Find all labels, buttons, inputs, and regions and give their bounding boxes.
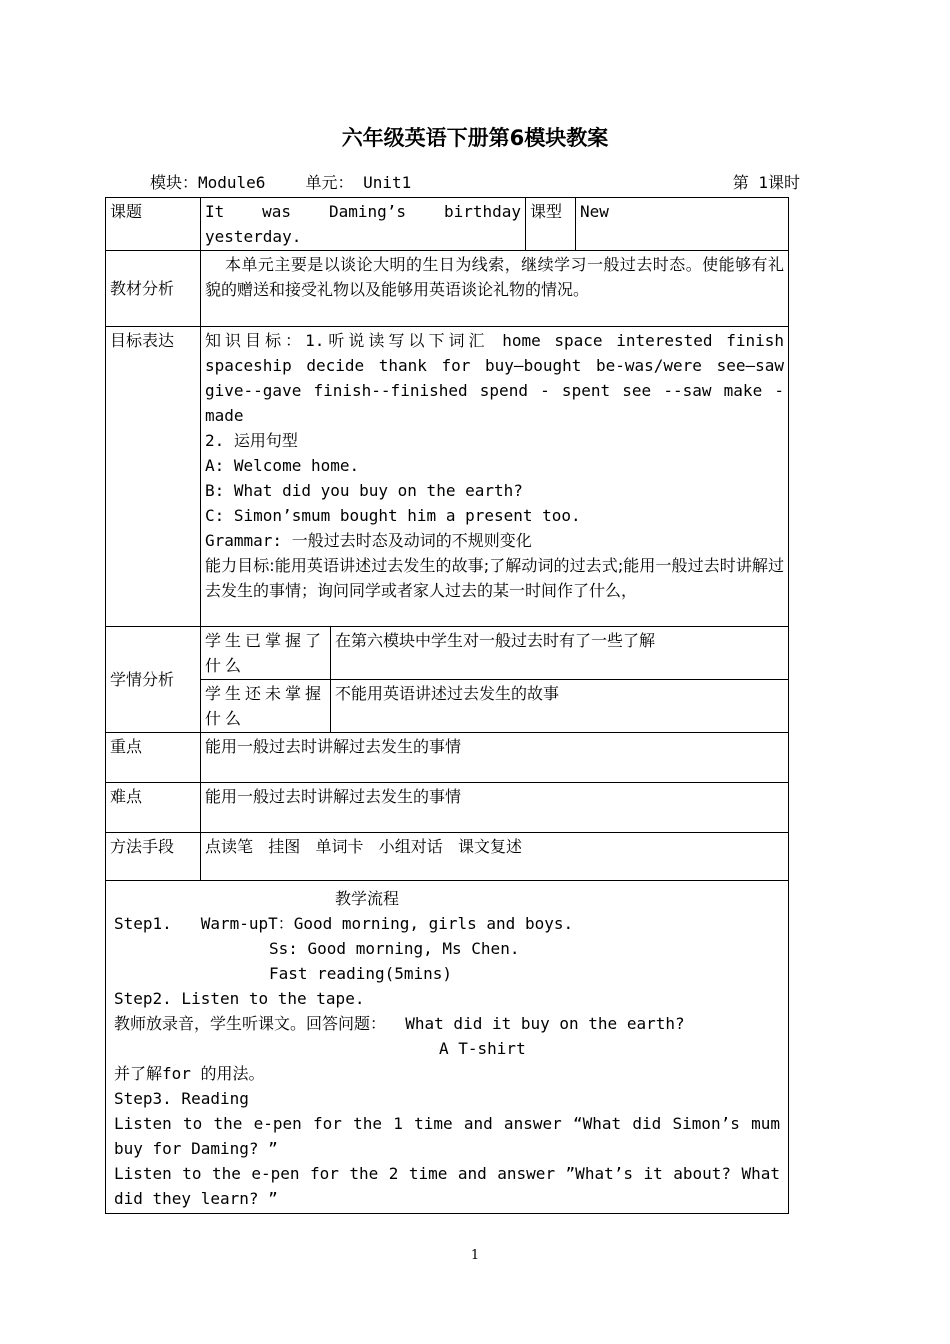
step1-ss-line: Ss: Good morning, Ms Chen. <box>269 939 520 958</box>
analysis-row <box>106 251 789 327</box>
not-mastered-label: 学生还未掌握什么 <box>201 680 331 733</box>
students-row-2 <box>106 680 789 733</box>
sentence-a: A: Welcome home. <box>205 456 360 475</box>
type-label: 课型 <box>526 198 576 251</box>
goals-content <box>201 327 789 627</box>
topic-row <box>106 198 789 251</box>
key-point-label: 重点 <box>106 733 201 783</box>
analysis-text: 本单元主要是以谈论大明的生日为线索，继续学习一般过去时态。使能够有礼貌的赠送和接受礼物以及能够用英语谈论礼物的情况。 <box>201 251 789 327</box>
sentence-pattern-heading: 2. 运用句型 <box>205 431 298 450</box>
key-point-text: 能用一般过去时讲解过去发生的事情 <box>201 733 789 783</box>
grammar-goal: Grammar: 一般过去时态及动词的不规则变化 <box>205 531 532 550</box>
ability-goal: 能力目标:能用英语讲述过去发生的故事;了解动词的过去式;能用一般过去时讲解过去发生的事情；询问同学或者家人过去的某一时间作了什么， <box>205 556 784 600</box>
unit-field: 单元： Unit1 <box>305 173 412 192</box>
step3-question-1: Listen to the e-pen for the 1 time and answer “What did Simon’s mum buy for Daming? ” <box>114 1114 780 1158</box>
type-value: New <box>576 198 789 251</box>
sentence-c: C: Simon’smum bought him a present too. <box>205 506 581 525</box>
topic-text: It was Daming’s birthday yesterday. <box>201 198 526 251</box>
goals-row <box>106 327 789 627</box>
methods-text: 点读笔 挂图 单词卡 小组对话 课文复述 <box>201 833 789 881</box>
knowledge-goal: 知识目标：1.听说读写以下词汇 home space interested finish spaceship decide thank for buy—bought be-was/were see—saw give--gave finish--finished spend - spent see --saw make - made <box>205 331 784 425</box>
key-point-row <box>106 733 789 783</box>
methods-label: 方法手段 <box>106 833 201 881</box>
not-mastered-text: 不能用英语讲述过去发生的故事 <box>331 680 789 733</box>
step3-line: Step3. Reading <box>114 1089 249 1108</box>
difficulty-row <box>106 783 789 833</box>
goals-label: 目标表达 <box>106 327 201 627</box>
page-number: 1 <box>470 1248 480 1263</box>
difficulty-label: 难点 <box>106 783 201 833</box>
step2-description: 教师放录音，学生听课文。回答问题： What did it buy on the earth? <box>114 1014 685 1033</box>
flow-title: 教学流程 <box>334 889 399 908</box>
lesson-plan-table <box>105 197 789 1214</box>
step2-for-usage: 并了解for 的用法。 <box>114 1064 265 1083</box>
step2-line: Step2. Listen to the tape. <box>114 989 365 1008</box>
topic-label: 课题 <box>106 198 201 251</box>
step1-line: Step1. Warm-upT：Good morning, girls and boys. <box>114 914 574 933</box>
step1-fast-reading: Fast reading(5mins) <box>269 964 453 983</box>
students-row-1 <box>106 627 789 680</box>
analysis-label: 教材分析 <box>106 251 201 327</box>
sentence-b: B: What did you buy on the earth? <box>205 481 523 500</box>
step3-question-2: Listen to the e-pen for the 2 time and answer ”What’s it about? What did they learn? ” <box>114 1164 780 1208</box>
page-title: 六年级英语下册第6模块教案 <box>341 126 609 150</box>
module-field: 模块：Module6 <box>150 173 266 192</box>
difficulty-text: 能用一般过去时讲解过去发生的事情 <box>201 783 789 833</box>
students-label: 学情分析 <box>106 627 201 733</box>
mastered-label: 学生已掌握了什么 <box>201 627 331 680</box>
teaching-flow <box>106 881 789 1214</box>
step2-answer: A T-shirt <box>439 1039 526 1058</box>
mastered-text: 在第六模块中学生对一般过去时有了一些了解 <box>331 627 789 680</box>
methods-row <box>106 833 789 881</box>
flow-row <box>106 881 789 1214</box>
lesson-number: 第 1课时 <box>732 173 800 192</box>
lesson-meta <box>150 170 800 193</box>
